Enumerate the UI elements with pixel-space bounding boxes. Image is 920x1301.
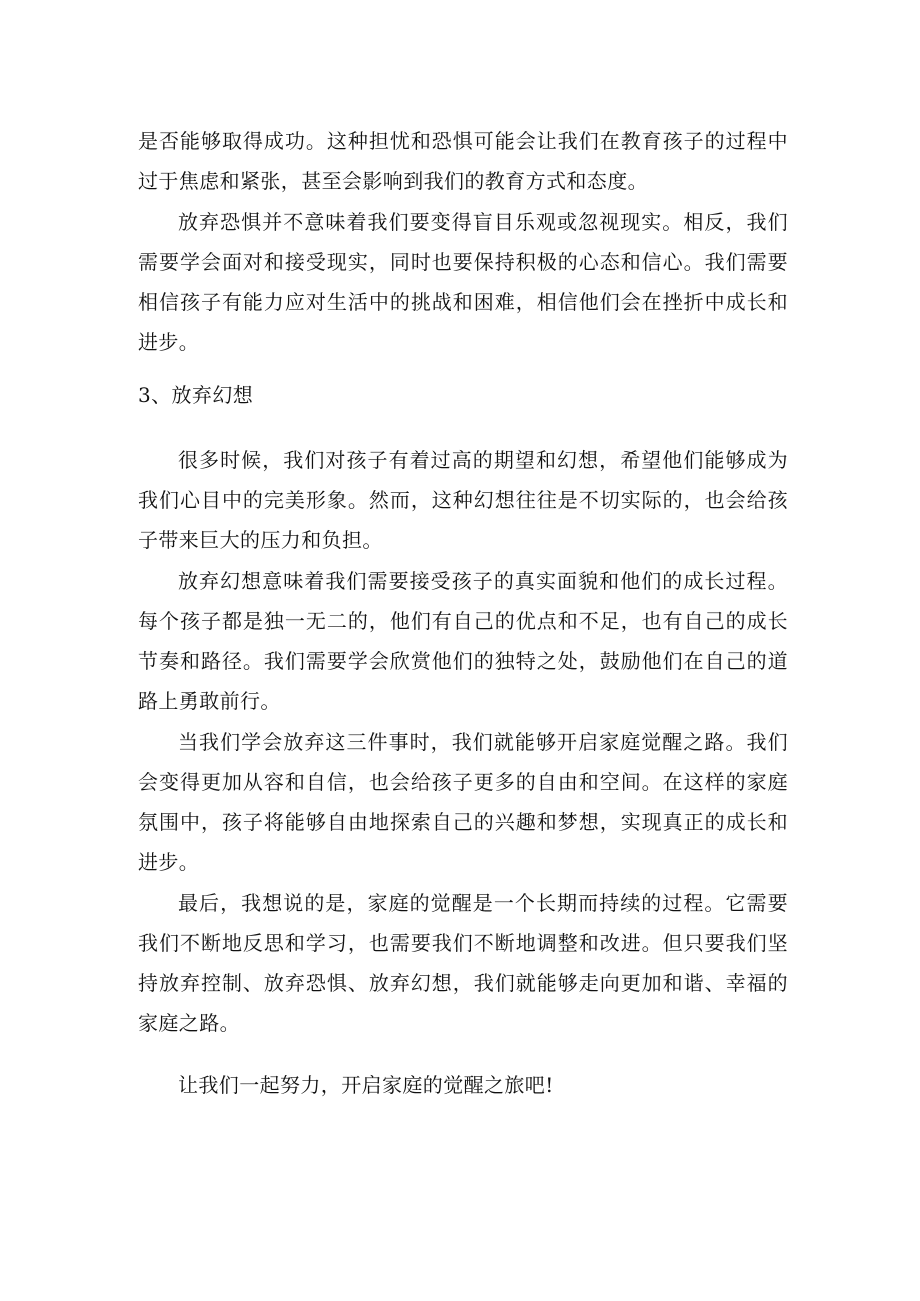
paragraph-give-up-illusion: 放弃幻想意味着我们需要接受孩子的真实面貌和他们的成长过程。每个孩子都是独一无二的，他们有自己的优点和不足，也有自己的成长节奏和路径。我们需要学会欣赏他们的独特之处，鼓励他们在自己的道路上勇敢前行。: [138, 569, 788, 713]
paragraph-continuation: 是否能够取得成功。这种担忧和恐惧可能会让我们在教育孩子的过程中过于焦虑和紧张，甚至会影响到我们的教育方式和态度。: [138, 129, 788, 193]
section-heading: 3、放弃幻想: [138, 383, 254, 407]
document-body: [138, 121, 788, 1106]
paragraph-give-up-fear: 放弃恐惧并不意味着我们要变得盲目乐观或忽视现实。相反，我们需要学会面对和接受现实，同时也要保持积极的心态和信心。我们需要相信孩子有能力应对生活中的挑战和困难，相信他们会在挫折中成长和进步。: [138, 210, 788, 354]
paragraph-family-awakening: 当我们学会放弃这三件事时，我们就能够开启家庭觉醒之路。我们会变得更加从容和自信，也会给孩子更多的自由和空间。在这样的家庭氛围中，孩子将能够自由地探索自己的兴趣和梦想，实现真正的成长和进步。: [138, 730, 788, 874]
closing-line: 让我们一起努力，开启家庭的觉醒之旅吧!: [178, 1073, 554, 1097]
paragraph-expectations: 很多时候，我们对孩子有着过高的期望和幻想，希望他们能够成为我们心目中的完美形象。然而，这种幻想往往是不切实际的，也会给孩子带来巨大的压力和负担。: [138, 448, 788, 552]
paragraph-conclusion: 最后，我想说的是，家庭的觉醒是一个长期而持续的过程。它需要我们不断地反思和学习，也需要我们不断地调整和改进。但只要我们坚持放弃控制、放弃恐惧、放弃幻想，我们就能够走向更加和谐、幸福的家庭之路。: [138, 891, 788, 1035]
